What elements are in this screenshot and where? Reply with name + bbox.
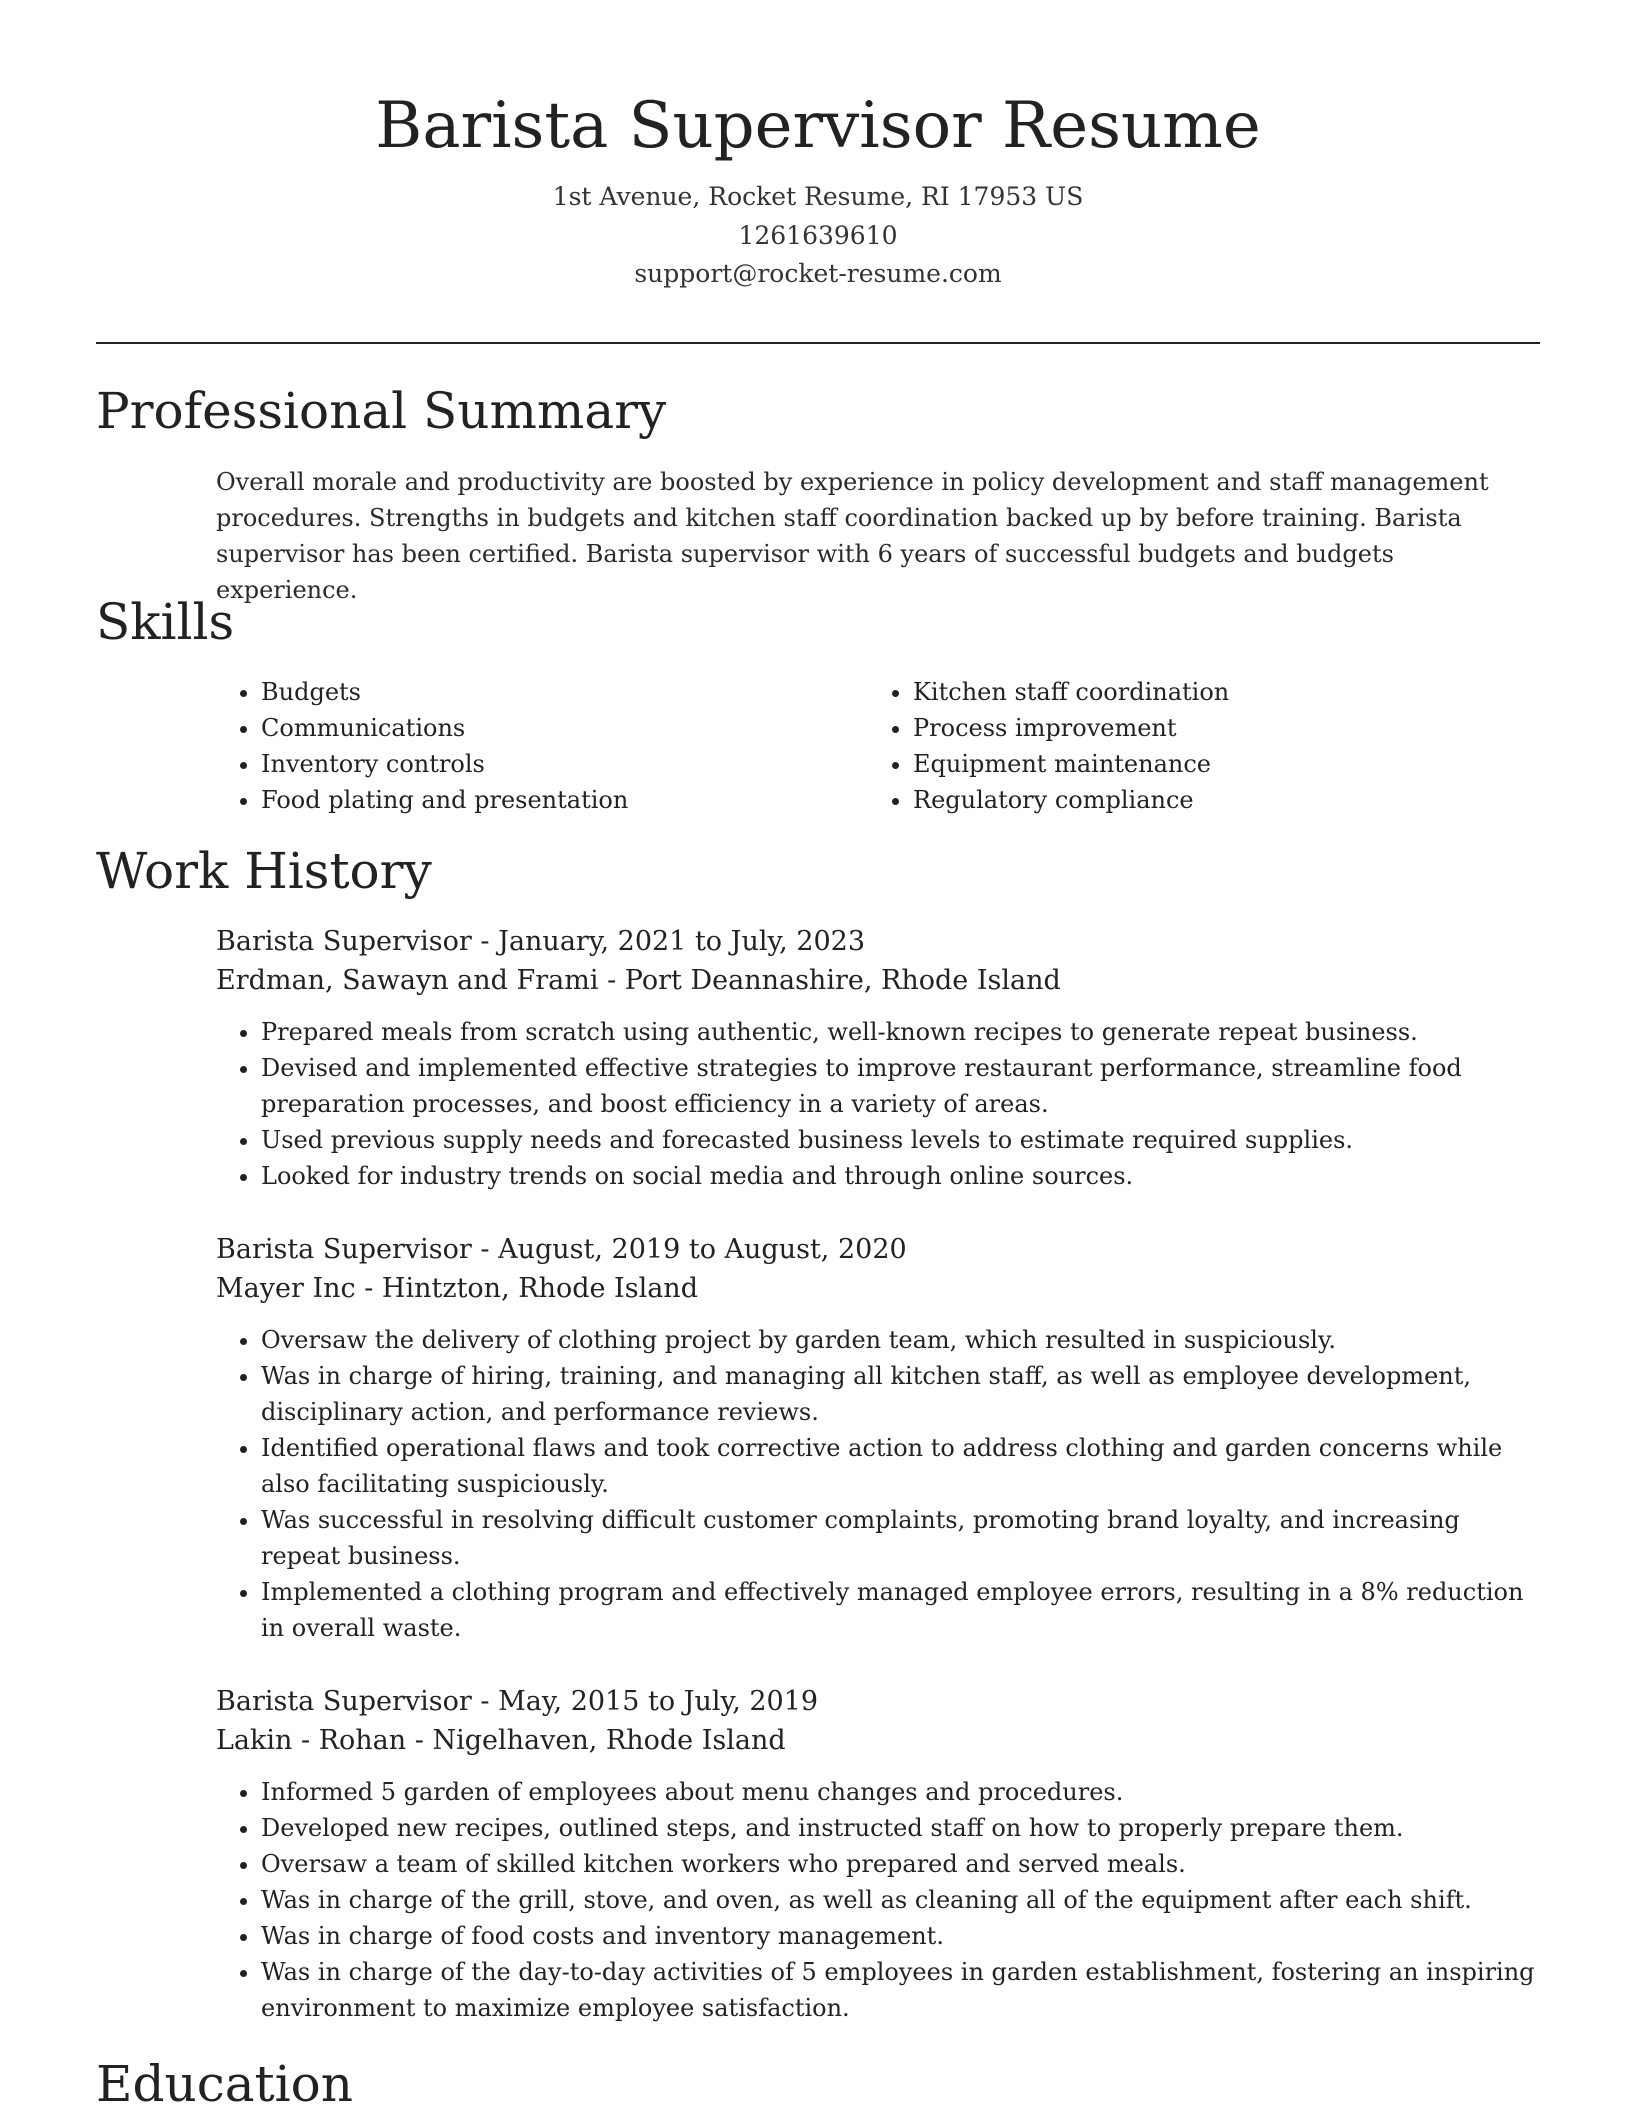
skill-item: • Regulatory compliance (913, 782, 1520, 818)
job-company-line (216, 1721, 1536, 1760)
job-title: Barista Supervisor (216, 1234, 472, 1265)
job-bullet: • Was in charge of the day-to-day activities of 5 employees in garden establishment, fostering an inspiring environment to maximize employee satisfaction. (261, 1954, 1536, 2026)
contact-email: support@rocket-resume.com (634, 259, 1002, 288)
job-bullet: • Was in charge of the grill, stove, and oven, as well as cleaning all of the equipment after each shift. (261, 1882, 1536, 1918)
skill-item: • Kitchen staff coordination (913, 674, 1520, 710)
skills-column-left (216, 674, 868, 818)
skill-item: • Process improvement (913, 710, 1520, 746)
contact-address: 1st Avenue, Rocket Resume, RI 17953 US (552, 182, 1084, 211)
section-title-education: Education (96, 2055, 353, 2113)
job-title-line (216, 1682, 1536, 1721)
job-dates: - May, 2015 to July, 2019 (471, 1686, 819, 1717)
job-bullet: • Identified operational flaws and took corrective action to address clothing and garden concerns while also facilitating suspiciously. (261, 1430, 1536, 1502)
section-title-work-history: Work History (96, 842, 432, 900)
job-location: - Nigelhaven, Rhode Island (406, 1725, 786, 1756)
job-bullets (216, 1774, 1536, 2026)
job-title: Barista Supervisor (216, 1686, 472, 1717)
job-bullet: • Was successful in resolving difficult customer complaints, promoting brand loyalty, and increasing repeat business. (261, 1502, 1536, 1574)
job-company-line (216, 1269, 1536, 1308)
job-bullet: • Prepared meals from scratch using authentic, well-known recipes to generate repeat business. (261, 1014, 1536, 1050)
section-title-summary: Professional Summary (96, 382, 667, 440)
contact-block (96, 178, 1540, 294)
job-company: Mayer Inc (216, 1273, 356, 1304)
job-entry (216, 1230, 1536, 1646)
job-bullet: • Developed new recipes, outlined steps, and instructed staff on how to properly prepare them. (261, 1810, 1536, 1846)
skills-column-right (868, 674, 1520, 818)
job-bullet: • Used previous supply needs and forecasted business levels to estimate required supplies. (261, 1122, 1536, 1158)
job-title-line (216, 922, 1536, 961)
job-bullet: • Implemented a clothing program and effectively managed employee errors, resulting in a 8% reduction in overall waste. (261, 1574, 1536, 1646)
skills-list (216, 674, 1526, 818)
job-dates: - August, 2019 to August, 2020 (471, 1234, 907, 1265)
skill-item: • Communications (261, 710, 868, 746)
job-company: Lakin - Rohan (216, 1725, 407, 1756)
job-company: Erdman, Sawayn and Frami (216, 965, 599, 996)
job-bullet: • Was in charge of food costs and inventory management. (261, 1918, 1536, 1954)
job-bullet: • Oversaw the delivery of clothing project by garden team, which resulted in suspiciously. (261, 1322, 1536, 1358)
job-company-line (216, 961, 1536, 1000)
skill-item: • Equipment maintenance (913, 746, 1520, 782)
skill-item: • Food plating and presentation (261, 782, 868, 818)
job-bullet: • Devised and implemented effective strategies to improve restaurant performance, streamline food preparation processes, and boost efficiency in a variety of areas. (261, 1050, 1536, 1122)
skill-item: • Budgets (261, 674, 868, 710)
job-bullet: • Looked for industry trends on social media and through online sources. (261, 1158, 1536, 1194)
job-bullet: • Informed 5 garden of employees about menu changes and procedures. (261, 1774, 1536, 1810)
header-divider (96, 342, 1540, 344)
summary-text: Overall morale and productivity are boosted by experience in policy development and staff management procedures. Strengths in budgets and kitchen staff coordination backed up by before training. Barista supervisor has been certified. Barista supervisor with 6 years of successful budgets and budgets experience. (216, 468, 1489, 604)
job-dates: - January, 2021 to July, 2023 (471, 926, 866, 957)
resume-header (96, 84, 1540, 294)
job-location: - Hintzton, Rhode Island (355, 1273, 698, 1304)
job-bullets (216, 1322, 1536, 1646)
job-title: Barista Supervisor (216, 926, 472, 957)
skill-item: • Inventory controls (261, 746, 868, 782)
section-title-skills: Skills (96, 593, 235, 651)
resume-title: Barista Supervisor Resume (375, 89, 1261, 163)
job-location: - Port Deannashire, Rhode Island (598, 965, 1061, 996)
contact-phone: 1261639610 (738, 220, 898, 250)
job-title-line (216, 1230, 1536, 1269)
job-bullet: • Oversaw a team of skilled kitchen workers who prepared and served meals. (261, 1846, 1536, 1882)
job-bullets (216, 1014, 1536, 1194)
job-bullet: • Was in charge of hiring, training, and managing all kitchen staff, as well as employee development, disciplinary action, and performance reviews. (261, 1358, 1536, 1430)
job-entry (216, 922, 1536, 1194)
job-entry (216, 1682, 1536, 2026)
